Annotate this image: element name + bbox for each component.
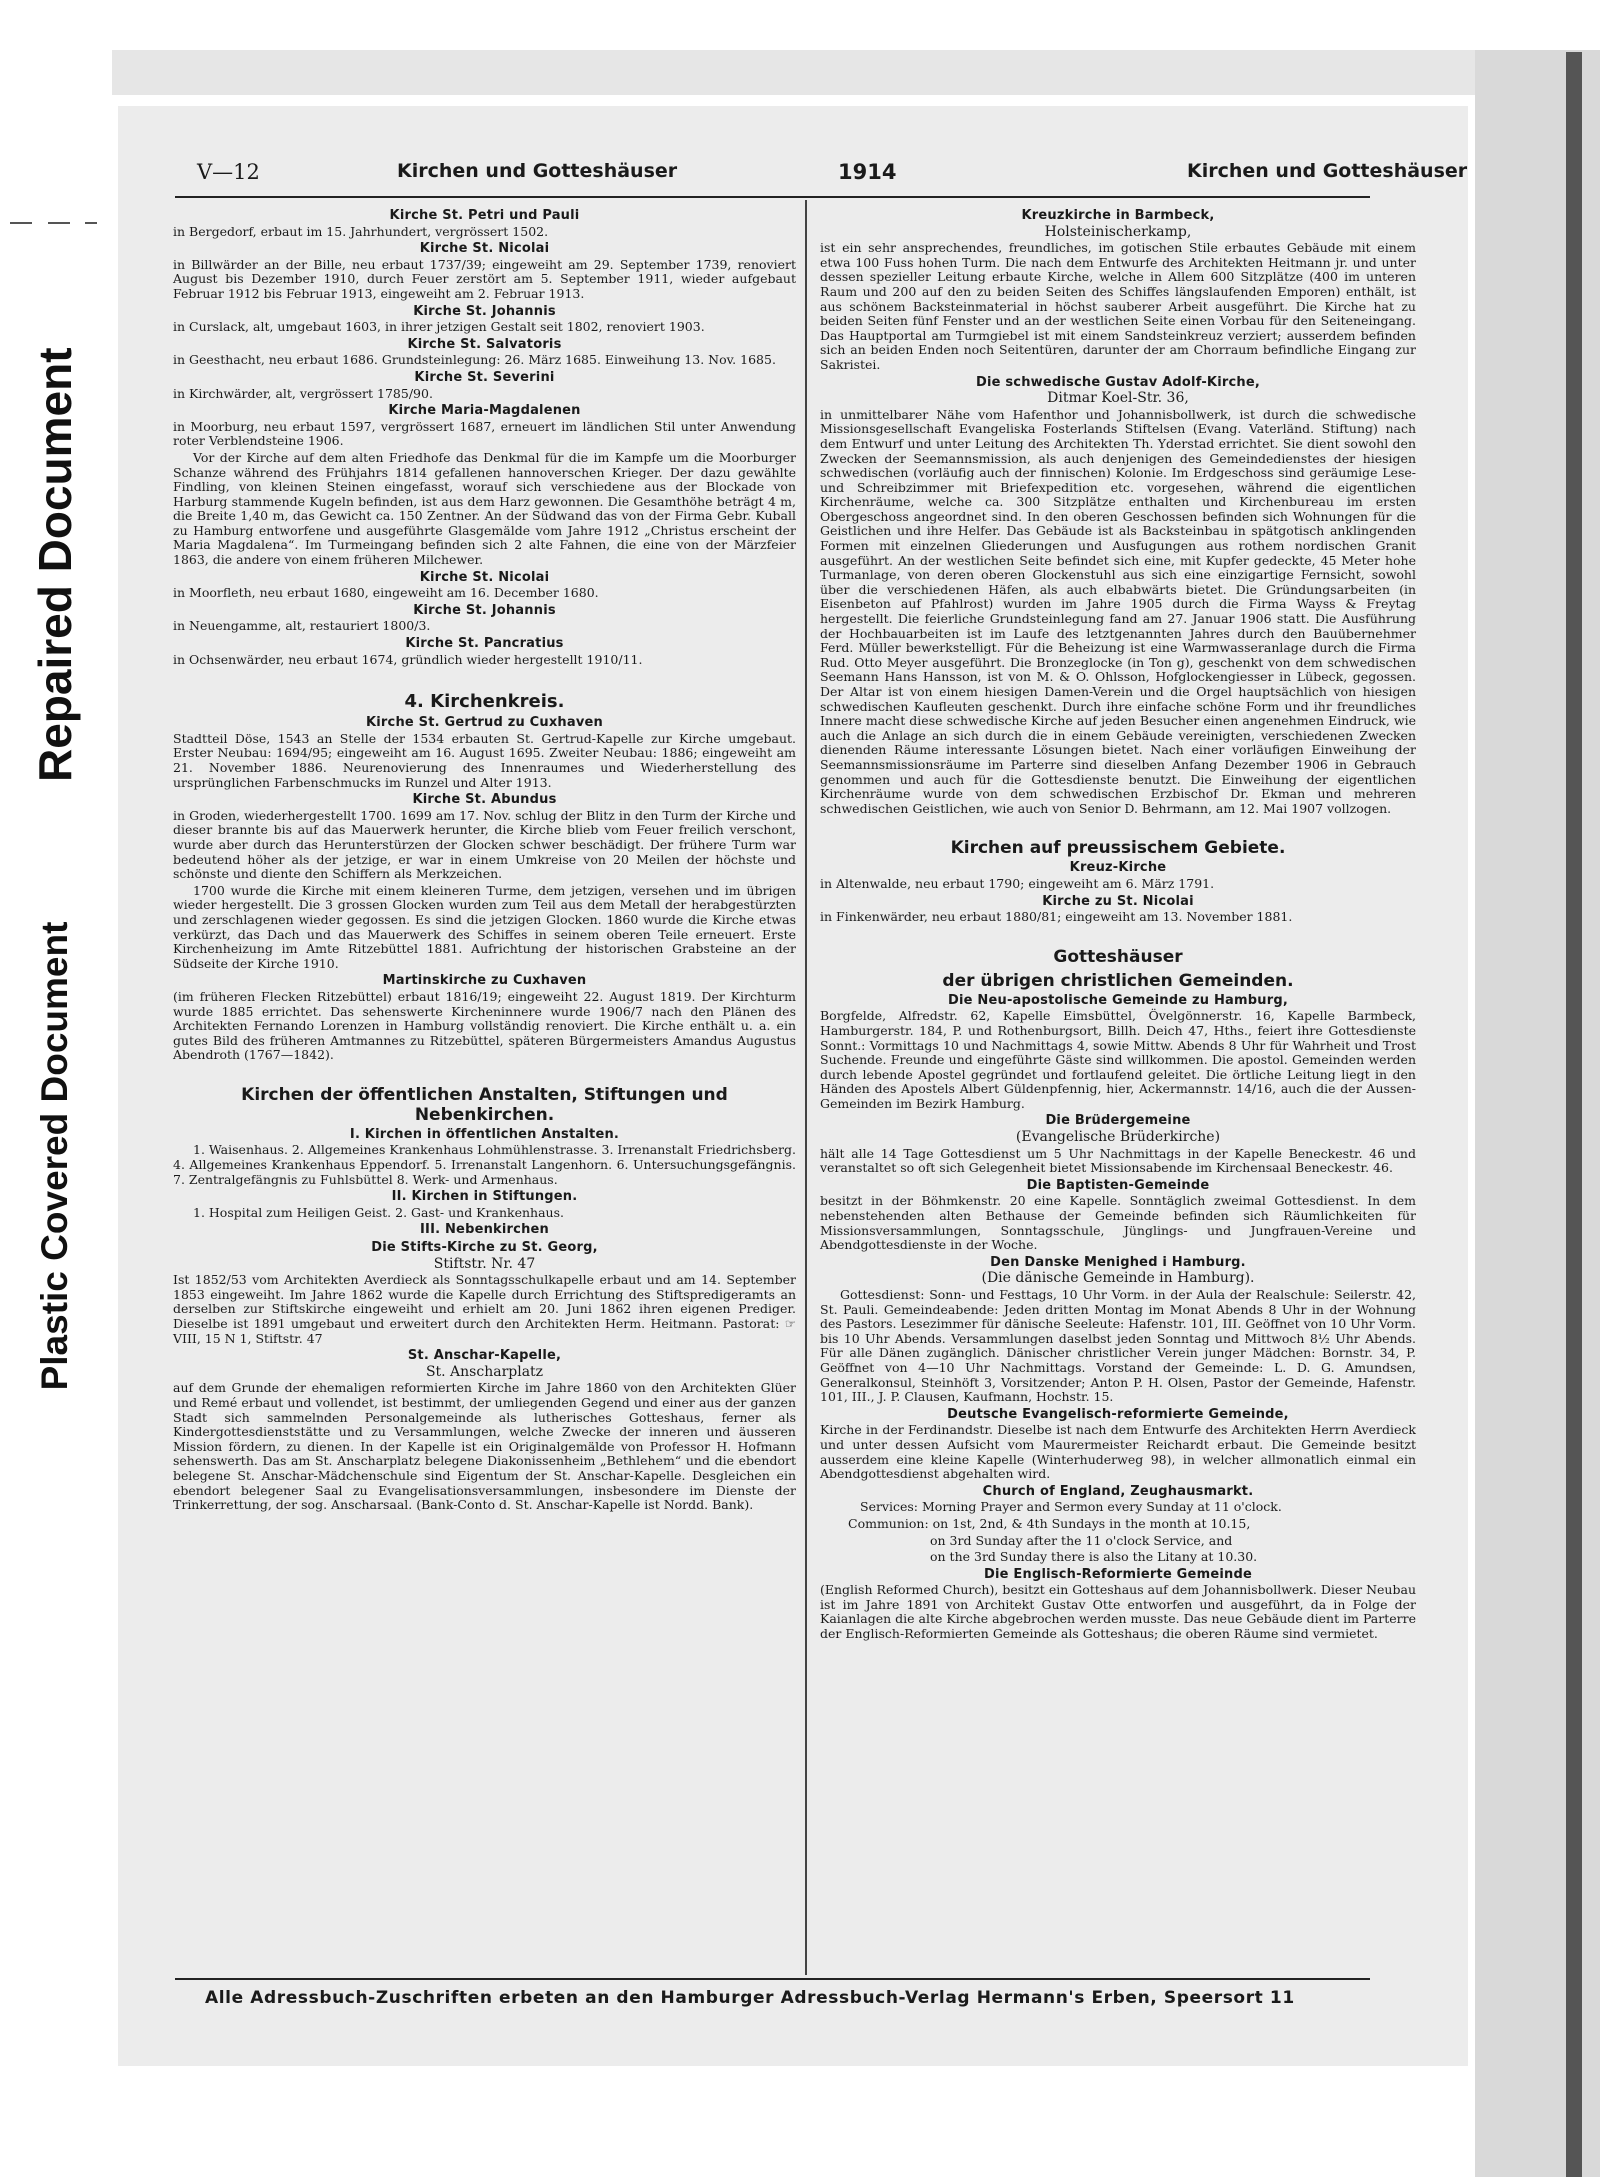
church-entry: in Moorfleth, neu erbaut 1680, eingeweiht am 16. December 1680. bbox=[173, 585, 599, 601]
section-subheading: der übrigen christlichen Gemeinden. bbox=[942, 970, 1294, 991]
section-heading: 4. Kirchenkreis. bbox=[404, 691, 565, 713]
church-entry: in Finkenwärder, neu erbaut 1880/81; eingeweiht am 13. November 1881. bbox=[820, 909, 1293, 925]
congregation-heading: Deutsche Evangelisch-reformierte Gemeinde, bbox=[947, 1406, 1289, 1422]
church-entry: in Bergedorf, erbaut im 15. Jahrhundert, vergrössert 1502. bbox=[173, 223, 549, 239]
church-heading: Kirche St. Nicolai bbox=[419, 569, 550, 585]
congregation-heading: Die Englisch-Reformierte Gemeinde bbox=[984, 1566, 1252, 1582]
church-heading: Kirche St. Abundus bbox=[412, 792, 557, 808]
church-entry: in Kirchwärder, alt, vergrössert 1785/90. bbox=[173, 385, 433, 401]
church-entry: (im früheren Flecken Ritzebüttel) erbaut 1816/19; eingeweiht 22. August 1819. Der Kirchturm wurde 1885 errichtet. Das sehenswerte Kircheninnere wurde 1906/7 nach den Plänen des Architekten Fernando Lorenzen in Hamburg vollständig renoviert. Die Kirche enthält u. a. ein gutes Bild des früheren Amtmannes zu Ritzebüttel, späteren Bürgermeisters Amandus Augustus Abendroth (1767—1842). bbox=[173, 988, 796, 1063]
scanned-page bbox=[120, 108, 1468, 2043]
running-header bbox=[175, 156, 1468, 186]
church-heading: Kirche St. Petri und Pauli bbox=[389, 208, 580, 223]
church-heading: Kirche St. Pancratius bbox=[405, 636, 564, 652]
church-address: St. Anscharplatz bbox=[425, 1363, 544, 1380]
church-entry: in Curslack, alt, umgebaut 1603, in ihrer jetzigen Gestalt seit 1802, renoviert 1903. bbox=[173, 319, 705, 335]
church-entry: ist ein sehr ansprechendes, freundliches, im gotischen Stile erbautes Gebäude mit einem etwa 100 Fuss hohen Turm. Die nach dem Entwurfe des Architekten Heitmann jr. und unter dessen spezieller Leitung erbaute Kirche, welche in Allem 600 Sitzplätze (400 im unteren Raum und 200 auf den zu beiden Seiten des Schiffes längslaufenden Emporen) enthält, ist aus schönem Backsteinmaterial in höchst sauberer Arbeit ausgeführt. Die Kirche hat zu beiden Seiten fünf Fenster und an der westlichen Seite einen Vorbau für den Seiteneingang. Das Hauptportal am Turmgiebel ist mit einem Sandsteinkreuz verziert; ausserdem befinden sich an beiden Enden noch Seitentüren, darunter der am Chorraum befindliche Eingang zur Sakristei. bbox=[820, 240, 1416, 372]
column-divider bbox=[805, 200, 807, 1975]
congregation-heading: Die Brüdergemeine bbox=[1045, 1113, 1191, 1129]
scan-border-top bbox=[112, 50, 1487, 95]
publisher-footer: Alle Adressbuch-Zuschriften erbeten an den Hamburger Adressbuch-Verlag Hermann's Erben, Speersort 11 bbox=[205, 1988, 1295, 2008]
service-line: Services: Morning Prayer and Sermon every Sunday at 11 o'clock. bbox=[860, 1499, 1282, 1515]
church-entry: Stadtteil Döse, 1543 an Stelle der 1534 erbauten St. Gertrud-Kapelle zur Kirche umgebaut. Erster Neubau: 1694/95; eingeweiht am 16. August 1695. Zweiter Neubau: 1886; eingeweiht am 21. November 1886. Neurenovierung des Innenraumes und Wiederherstellung des ursprünglichen Farbenschmucks im Runzel und Alter 1913. bbox=[173, 730, 796, 790]
congregation-subtitle: (Die dänische Gemeinde in Hamburg). bbox=[981, 1270, 1255, 1287]
subsection-heading: I. Kirchen in öffentlichen Anstalten. bbox=[349, 1126, 620, 1142]
church-entry: auf dem Grunde der ehemaligen reformierten Kirche im Jahre 1860 von den Architekten Glüer und Remé erbaut und vollendet, ist bestimmt, der umliegenden Gegend und einer aus der ganzen Stadt sich sammelnden Personalgemeinde als lutherisches Gotteshaus, ferner als Kindergottesdienststätte und zu Versammlungen, welche Zwecke der inneren und äusseren Mission fördern, zu dienen. In der Kapelle ist ein Originalgemälde von Professor H. Hofmann sehenswerth. Das am St. Anscharplatz belegene Diakonissenheim „Bethlehem“ und die ebendort belegene St. Anschar-Mädchenschule sind Eigentum der St. Anschar-Kapelle. Desgleichen ein ebendort belegener Saal zu Evangelisationsversammlungen, insbesondere im Dienste der Trinkerrettung, der sog. Anscharsaal. (Bank-Conto d. St. Anschar-Kapelle ist Nordd. Bank). bbox=[173, 1380, 796, 1513]
scan-binding-shadow bbox=[1566, 52, 1582, 2177]
church-heading: Kirche St. Salvatoris bbox=[407, 336, 562, 352]
header-rule bbox=[175, 196, 1370, 198]
section-heading: Gotteshäuser bbox=[1053, 946, 1183, 967]
church-entry: in Altenwalde, neu erbaut 1790; eingeweiht am 6. März 1791. bbox=[820, 875, 1215, 891]
church-entry: in unmittelbarer Nähe vom Hafenthor und Johannisbollwerk, ist durch die schwedische Missionsgesellschaft Evangeliska Fosterlands Stiftelsen (Evang. Vaterländ. Stiftung) nach dem Entwurf und unter Leitung des Architekten Th. Yderstad errichtet. Sie dient sowohl den Zwecken der Seemannsmission, als auch denjenigen des Gemeindedienstes der hiesigen schwedischen (vorläufig auch der finnischen) Kolonie. Im Erdgeschoss sind geräumige Lese- und Schreibzimmer mit Briefexpedition etc. vorgesehen, während die eigentlichen Kirchenräume, welche ca. 300 Sitzplätze enthalten und Kirchenbureau im ersten Obergeschoss angeordnet sind. In den oberen Geschossen befinden sich Wohnungen für die Geistlichen und ihre Helfer. Das Gebäude ist als Backsteinbau in spätgotisch anklingenden Formen mit einzelnen Gliederungen und Ausfugungen aus rothem nordischen Granit ausgeführt. An der westlichen Seite befindet sich eine, mit Kupfer gedeckte, 45 Meter hohe Turmanlage, von deren oberen Glockenstuhl aus sich eine einzigartige Fernsicht, sowohl über die verschiedenen Häfen, als auch elbabwärts bietet. Die Gründungsarbeiten (in Eisenbeton auf Pfahlrost) wurden im Jahre 1905 durch die Firma Wayss & Freytag hergestellt. Die feierliche Grundsteinlegung fand am 27. Januar 1906 statt. Die Ausführung der Hochbauarbeiten ist im Laufe des letztgenannten Jahres durch den Bauübernehmer Ferd. Müller bewerkstelligt. Für die Beheizung ist eine Warmwasseranlage durch die Firma Rud. Otto Meyer ausgeführt. Die Bronzeglocke (in Ton g), geschenkt von dem schwedischen Seemann Hans Hansson, ist von M. & O. Ohlsson, Hofglockengiesser in Lübeck, gegossen. Der Altar ist von einem hiesigen Damen-Verein und die Orgel hauptsächlich von hiesigen schwedischen Kaufleuten geschenkt. Durch ihre einfache schöne Form und ihr freundliches Innere macht diese schwedische Kirche auf jeden Besucher einen angenehmen Eindruck, wie auch die Anlage an sich durch die in einem Gebäude vereinigten, verschiedenen Zwecken dienenden Räume interessante Lösungen bietet. Nach einer vorläufigen Einweihung der Seemannsmissionsräume im Parterre sind dieselben Anfang Dezember 1906 in Gebrauch genommen und auch für die Gottesdienste benutzt. Die Einweihung der eigentlichen Kirchenräume wurde von dem schwedischen Erzbischof Dr. Ekman und mehreren schwedischen Geistlichen, wie auch von Senior D. Behrmann, am 12. Mai 1907 vollzogen. bbox=[820, 406, 1416, 816]
church-entry-paragraph: 1700 wurde die Kirche mit einem kleineren Turme, dem jetzigen, versehen und im übrigen wieder hergestellt. Die 3 grossen Glocken wurden zum Teil aus dem Metall der herabgestürzten und zerschlagenen wieder gegossen. Es sind die jetzigen Glocken. 1860 wurde die Kirche etwas verkürzt, das Dach und das Mauerwerk des Schiffes in seinem oberen Teile erneuert. Erste Kirchenheizung im Amte Ritzebüttel 1881. Aufrichtung der historischen Grabsteine an der Südseite der Kirche 1910. bbox=[173, 882, 796, 971]
church-heading: Kirche St. Severini bbox=[414, 369, 555, 385]
subsection-heading: III. Nebenkirchen bbox=[420, 1222, 549, 1238]
church-heading: Kreuz-Kirche bbox=[1069, 860, 1167, 876]
church-heading: Kirche St. Nicolai bbox=[419, 241, 550, 257]
header-year: 1914 bbox=[838, 160, 897, 184]
congregation-heading: Church of England, Zeughausmarkt. bbox=[982, 1483, 1254, 1499]
congregation-entry: Kirche in der Ferdinandstr. Dieselbe ist nach dem Entwurfe des Architekten Herrn Averdieck und unter dessen Aufsicht vom Maurermeister Reichardt erbaut. Die Gemeinde besitzt ausserdem eine kleine Kapelle (Winterhuderweg 98), in welcher allmonatlich einmal ein Abendgottesdienst abgehalten wird. bbox=[820, 1422, 1416, 1482]
church-entry: in Neuengamme, alt, restauriert 1800/3. bbox=[173, 618, 431, 634]
section-heading: Kirchen der öffentlichen Anstalten, Stiftungen und Nebenkirchen. bbox=[241, 1084, 728, 1125]
edge-stamp-strip bbox=[0, 0, 110, 2177]
church-heading: Die schwedische Gustav Adolf-Kirche, bbox=[975, 374, 1260, 390]
institution-list: 1. Waisenhaus. 2. Allgemeines Krankenhaus Lohmühlenstrasse. 3. Irrenanstalt Friedrichsberg. 4. Allgemeines Krankenhaus Eppendorf. 5. Irrenanstalt Langenhorn. 6. Untersuchungsgefängnis. 7. Zentralgefängnis zu Fuhlsbüttel 8. Werk- und Armenhaus. bbox=[173, 1142, 796, 1187]
church-heading: St. Anschar-Kapelle, bbox=[407, 1348, 562, 1364]
congregation-heading: Die Neu-apostolische Gemeinde zu Hamburg, bbox=[948, 992, 1288, 1008]
congregation-heading: Die Baptisten-Gemeinde bbox=[1026, 1177, 1210, 1193]
church-entry: in Moorburg, neu erbaut 1597, vergrössert 1687, erneuert im ländlichen Stil unter Anwendung roter Verblendsteine 1906. bbox=[173, 418, 796, 449]
church-entry: in Ochsenwärder, neu erbaut 1674, gründlich wieder hergestellt 1910/11. bbox=[173, 651, 643, 667]
congregation-entry: hält alle 14 Tage Gottesdienst um 5 Uhr Nachmittags in der Kapelle Beneckestr. 46 und veranstaltet so oft sich Gelegenheit bietet Missionsabende im Kirchensaal Beneckestr. 46. bbox=[820, 1145, 1416, 1176]
header-title-left: Kirchen und Gotteshäuser bbox=[397, 160, 678, 182]
dash-mark bbox=[10, 222, 32, 224]
church-heading: Kirche St. Johannis bbox=[413, 303, 556, 319]
church-entry: in Geesthacht, neu erbaut 1686. Grundsteinlegung: 26. März 1685. Einweihung 13. Nov. 1685. bbox=[173, 352, 776, 368]
footer-rule bbox=[175, 1978, 1370, 1980]
church-heading: Martinskirche zu Cuxhaven bbox=[382, 973, 587, 989]
dash-mark bbox=[85, 222, 97, 224]
plastic-covered-document-stamp: Plastic Covered Document bbox=[34, 921, 75, 1391]
church-entry: in Billwärder an der Bille, neu erbaut 1737/39; eingeweiht am 29. September 1739, renoviert August bis Dezember 1910, durch Feuer zerstört am 5. September 1911, wieder aufgebaut Februar 1912 bis Februar 1913, eingeweiht am 2. Februar 1913. bbox=[173, 256, 796, 301]
congregation-subtitle: (Evangelische Brüderkirche) bbox=[1015, 1129, 1221, 1146]
church-address: Stiftstr. Nr. 47 bbox=[433, 1255, 536, 1272]
church-heading: Kirche St. Gertrud zu Cuxhaven bbox=[366, 715, 603, 731]
left-column bbox=[173, 206, 796, 1515]
church-entry: in Groden, wiederhergestellt 1700. 1699 am 17. Nov. schlug der Blitz in den Turm der Kirche und dieser brannte bis auf das Mauerwerk herunter, die Kirche blieb vom Feuer freilich verschont, wurde aber durch das Herunterstürzen der Glocken schwer beschädigt. Der frühere Turm war bedeutend höher als der jetzige, er war in einem Umkreise von 20 Meilen der höchste und schönste und diente den Schiffern als Merkzeichen. bbox=[173, 807, 796, 882]
church-heading: Die Stifts-Kirche zu St. Georg, bbox=[371, 1240, 598, 1256]
congregation-heading: Den Danske Menighed i Hamburg. bbox=[990, 1254, 1246, 1270]
church-heading: Kreuzkirche in Barmbeck, bbox=[1021, 208, 1215, 223]
dash-mark bbox=[48, 222, 70, 224]
service-line: Communion: on 1st, 2nd, & 4th Sundays in the month at 10.15, bbox=[848, 1515, 1251, 1531]
church-address: Ditmar Koel-Str. 36, bbox=[1047, 390, 1189, 407]
repaired-document-stamp: Repaired Document bbox=[29, 347, 81, 782]
congregation-entry: Gottesdienst: Sonn- und Festtags, 10 Uhr Vorm. in der Aula der Realschule: Seilerstr. 42, St. Pauli. Gemeindeabende: Jeden dritten Montag im Monat Abends 8 Uhr in der Wohnung des Pastors. Lesezimmer für dänische Seeleute: Hafenstr. 101, III. Geöffnet von 10 Uhr Vorm. bis 10 Uhr Abends. Versammlungen daselbst jeden Sonntag und Mittwoch 8½ Uhr Abends. Für alle Dänen zugänglich. Dänischer christlicher Verein junger Mädchen: Bornstr. 34, P. Geöffnet von 4—10 Uhr Nachmittags. Vorstand der Gemeinde: L. D. G. Amundsen, Generalkonsul, Steinhöft 3, Vorsitzender; Anton P. H. Olsen, Pastor der Gemeinde, Hafenstr. 101, III., J. P. Clausen, Kaufmann, Hochstr. 15. bbox=[820, 1287, 1416, 1405]
page-number: V—12 bbox=[197, 160, 260, 184]
church-heading: Kirche zu St. Nicolai bbox=[1042, 893, 1194, 909]
church-address: Holsteinischerkamp, bbox=[1044, 223, 1192, 240]
church-heading: Kirche Maria-Magdalenen bbox=[388, 403, 581, 419]
church-entry: Ist 1852/53 vom Architekten Averdieck als Sonntagsschulkapelle erbaut und am 14. September 1853 eingeweiht. Im Jahre 1862 wurde die Kapelle durch Errichtung des Stiftspredigeramts an derselben zur Stiftskirche eingeweiht und erhielt am 20. Juni 1862 ihren eigenen Prediger. Dieselbe ist 1891 umgebaut und erweitert durch den Architekten Herm. Heitmann. Pastorat: ☞ VIII, 15 N 1, Stiftstr. 47 bbox=[173, 1272, 796, 1346]
right-column bbox=[820, 206, 1416, 1644]
header-title-right: Kirchen und Gotteshäuser bbox=[1187, 160, 1468, 182]
church-heading: Kirche St. Johannis bbox=[413, 602, 556, 618]
service-line: on the 3rd Sunday there is also the Litany at 10.30. bbox=[930, 1549, 1258, 1565]
congregation-entry: (English Reformed Church), besitzt ein Gotteshaus auf dem Johannisbollwerk. Dieser Neubau ist im Jahre 1891 von Architekt Gustav Otte entworfen und ausgeführt, da in Folge der Kaianlagen die alte Kirche abgebrochen werden musste. Das neue Gebäude dient im Parterre der Englisch-Reformierten Gemeinde als Gotteshaus; die oberen Räume sind vermietet. bbox=[820, 1582, 1416, 1642]
service-line: on 3rd Sunday after the 11 o'clock Service, and bbox=[930, 1532, 1233, 1548]
church-entry-paragraph: Vor der Kirche auf dem alten Friedhofe das Denkmal für die im Kampfe um die Moorburger Schanze während des Frühjahrs 1814 gefallenen hannoverschen Krieger. Der dazu gewählte Findling, von kleinen Steinen eingefasst, worauf sich verschiedene aus der Blockade von Harburg stammende Kugeln befinden, ist aus dem Harz gewonnen. Die Gesamthöhe beträgt 4 m, die Breite 1,40 m, das Gewicht ca. 150 Zentner. An der Südwand das von der Firma Gebr. Kuball zu Hamburg entworfene und ausgeführte Glasgemälde vom Jahre 1912 „Christus erscheint der Maria Magdalena“. Im Turmeingang befinden sich 2 alte Fahnen, die eine von der Märzfeier 1863, die andere von einem früheren Milchewer. bbox=[173, 449, 796, 568]
section-heading: Kirchen auf preussischem Gebiete. bbox=[950, 838, 1286, 859]
congregation-entry: Borgfelde, Alfredstr. 62, Kapelle Eimsbüttel, Övelgönnerstr. 16, Kapelle Barmbeck, Hamburgerstr. 184, P. und Rothenburgsort, Billh. Deich 47, Hths., feiert ihre Gottesdienste Sonnt.: Vormittags 10 und Nachmittags 4, sowie Mittw. Abends 8 Uhr für Wahrheit und Trost Suchende. Freunde und eingeführte Gäste sind willkommen. Die apostol. Gemeinden werden durch lebende Apostel gegründet und fortlaufend geleitet. Die örtliche Leitung liegt in den Händen des Apostels Albert Güldenpfennig, hier, Ackermannstr. 14/16, auch die der Aussen-Gemeinden im Bezirk Hamburg. bbox=[820, 1008, 1416, 1111]
congregation-entry: besitzt in der Böhmkenstr. 20 eine Kapelle. Sonntäglich zweimal Gottesdienst. In dem nebenstehenden alten Bethause der Gemeinde befinden sich Räumlichkeiten für Missionsversammlungen, Sonntagsschule, Jünglings- und Jungfrauen-Vereine und Abendgottesdienste in der Woche. bbox=[820, 1193, 1416, 1253]
subsection-heading: II. Kirchen in Stiftungen. bbox=[391, 1189, 578, 1205]
institution-list: 1. Hospital zum Heiligen Geist. 2. Gast- und Krankenhaus. bbox=[193, 1204, 564, 1220]
